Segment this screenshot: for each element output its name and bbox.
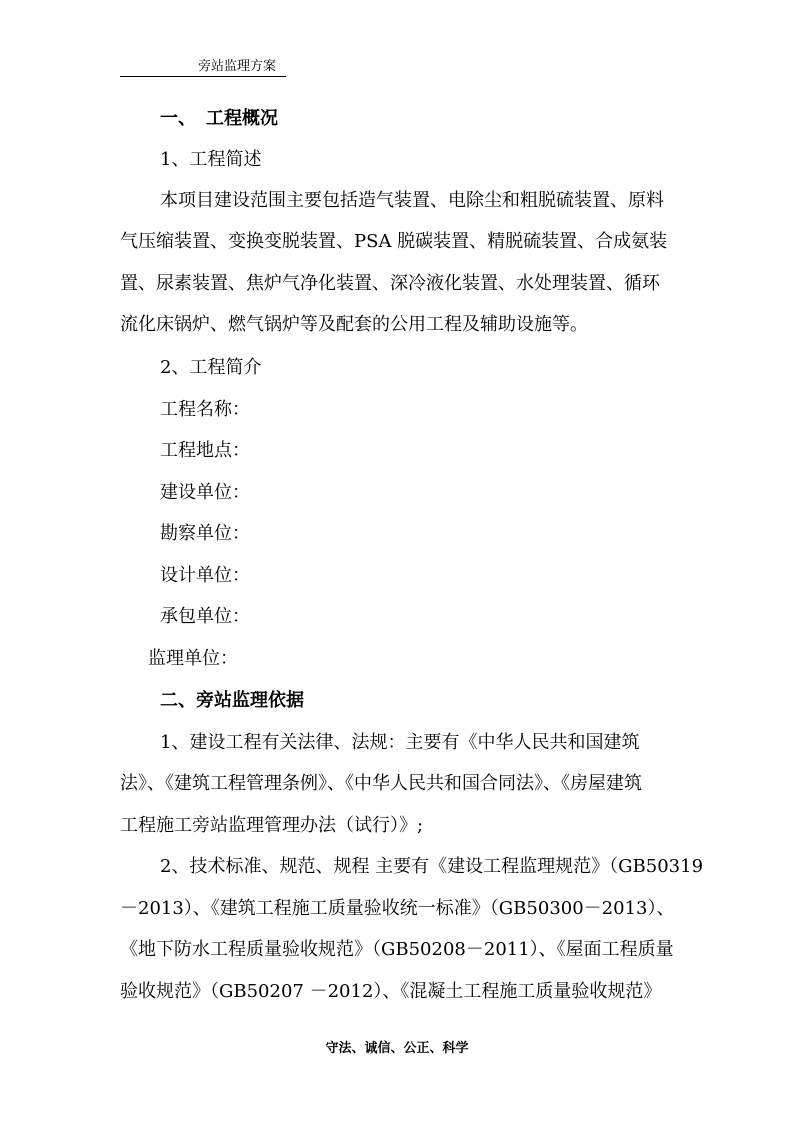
section2-paragraph-line: 工程施工旁站监理管理办法（试行）》; [120, 815, 424, 836]
section1-subheading-overview: 1、工程简述 [160, 149, 262, 170]
section2-paragraph-line: 法》、《建筑工程管理条例》、《中华人民共和国合同法》、《房屋建筑 [120, 773, 642, 794]
section1-paragraph-line: 置、尿素装置、焦炉气净化装置、深冷液化装置、水处理装置、循环 [120, 273, 660, 294]
field-survey-unit: 勘察单位： [160, 523, 250, 544]
field-design-unit: 设计单位： [160, 565, 250, 586]
section2-paragraph-line: 验收规范》（GB50207 －2012）、《混凝土工程施工质量验收规范》 [120, 981, 662, 1002]
field-contractor-unit: 承包单位： [160, 606, 250, 627]
section2-paragraph-line: 2、技术标准、规范、规程 主要有《建设工程监理规范》（GB50319 [160, 856, 704, 877]
section2-paragraph-line: 1、建设工程有关法律、法规：主要有《中华人民共和国建筑 [160, 732, 640, 753]
section1-subheading-intro: 2、工程简介 [160, 357, 262, 378]
section1-paragraph-line: 本项目建设范围主要包括造气装置、电除尘和粗脱硫装置、原料 [160, 190, 664, 211]
field-supervision-unit: 监理单位： [148, 648, 238, 669]
section1-heading-number: 一、 [160, 108, 196, 129]
section1-paragraph-line: 流化床锅炉、燃气锅炉等及配套的公用工程及辅助设施等。 [120, 314, 588, 335]
field-project-name: 工程名称： [160, 399, 250, 420]
field-project-location: 工程地点： [160, 440, 250, 461]
section1-paragraph-line: 气压缩装置、变换变脱装置、PSA 脱碳装置、精脱硫装置、合成氨装 [120, 231, 668, 252]
footer-motto: 守法、诚信、公正、科学 [325, 1041, 469, 1056]
section1-heading: 工程概况 [206, 108, 278, 129]
field-owner-unit: 建设单位： [160, 482, 250, 503]
section2-paragraph-line: 《地下防水工程质量验收规范》（GB50208－2011）、《屋面工程质量 [120, 939, 674, 960]
header-underline [120, 76, 286, 77]
header-title: 旁站监理方案 [198, 59, 277, 74]
section2-paragraph-line: －2013）、《建筑工程施工质量验收统一标准》（GB50300－2013）、 [120, 898, 675, 919]
section2-heading: 二、旁站监理依据 [160, 690, 304, 711]
